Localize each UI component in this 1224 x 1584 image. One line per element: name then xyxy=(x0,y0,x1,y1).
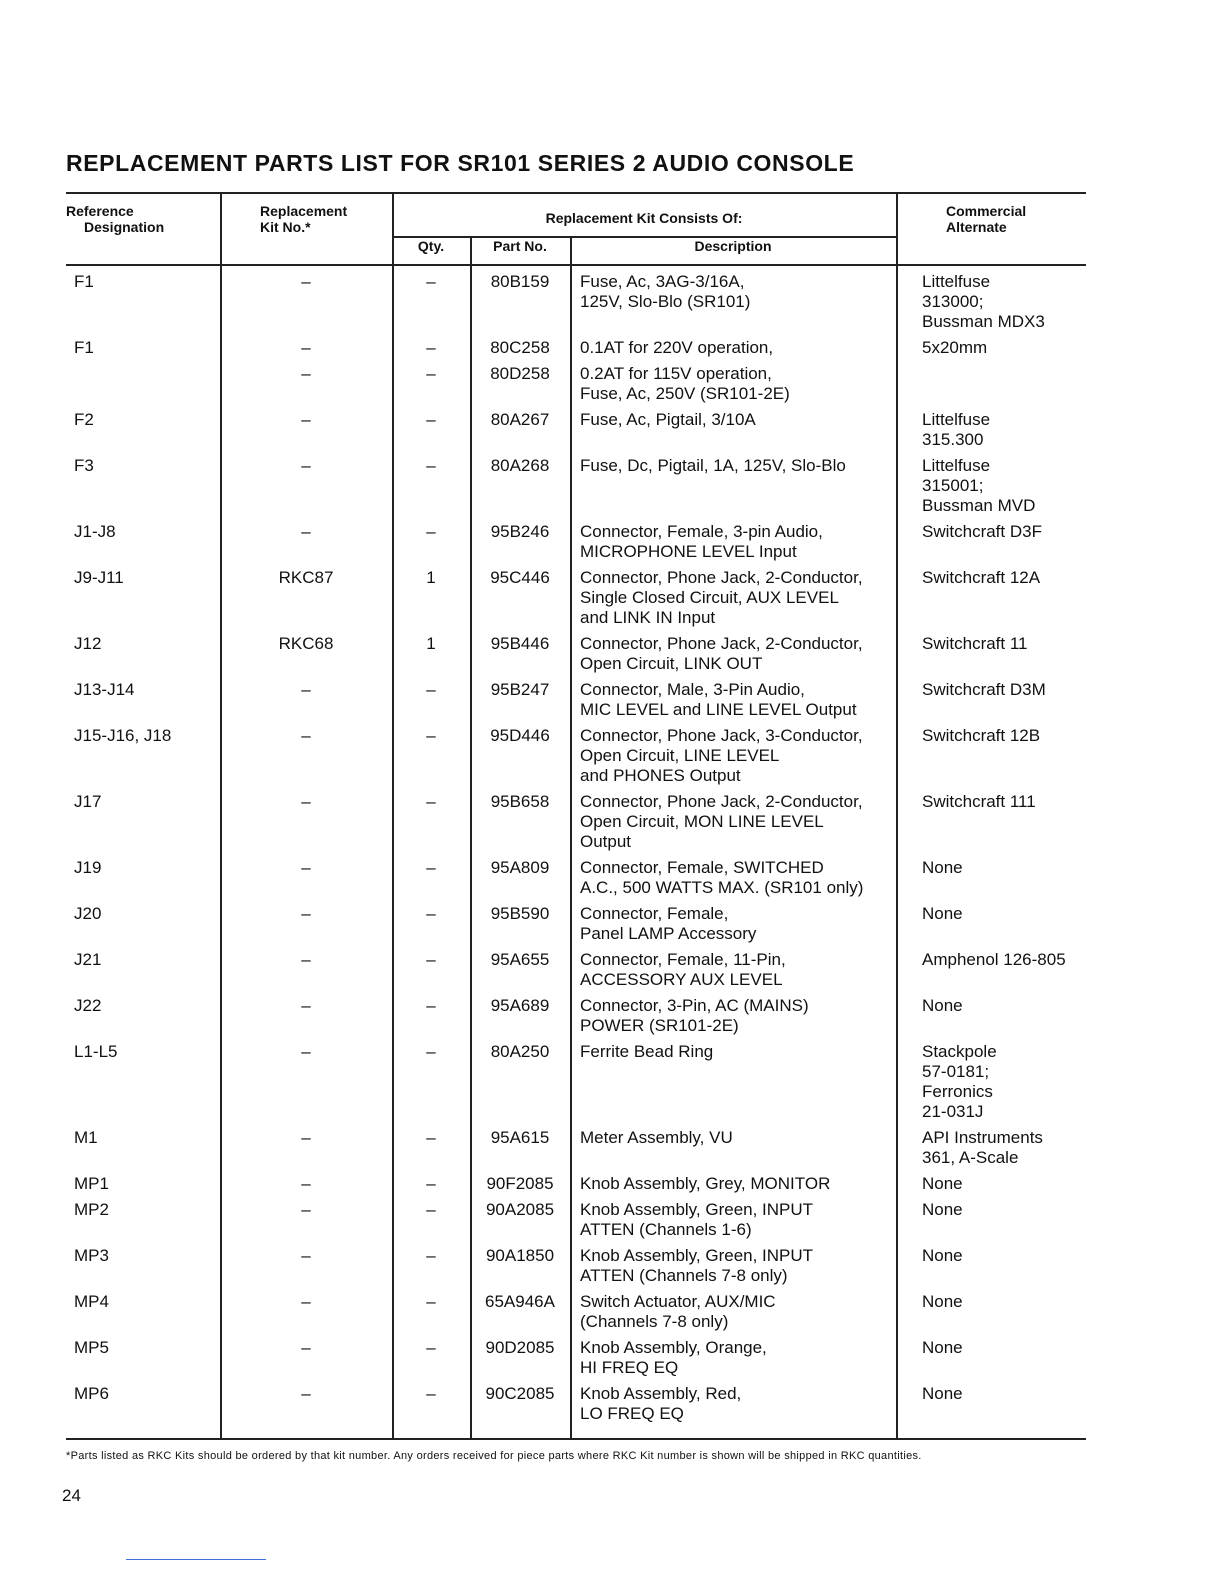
part-no-cell: 95B247 xyxy=(490,680,550,699)
alternate-cell: None xyxy=(922,1174,963,1193)
ref-cell: MP4 xyxy=(74,1292,109,1311)
header-commercial-alternate xyxy=(946,203,1026,235)
alternate-cell: Switchcraft 12B xyxy=(922,726,1041,745)
qty-cell: – xyxy=(426,680,436,699)
qty-cell: – xyxy=(426,1128,436,1147)
kit-cell: – xyxy=(301,950,311,969)
part-no-cell: 90A1850 xyxy=(485,1246,555,1265)
ref-cell: J20 xyxy=(74,904,102,923)
kit-cell: – xyxy=(301,1338,311,1357)
page-title: REPLACEMENT PARTS LIST FOR SR101 SERIES 2 AUDIO CONSOLE xyxy=(66,150,855,176)
table-bottom-rule xyxy=(66,1438,1086,1440)
ref-cell: M1 xyxy=(74,1128,98,1147)
header-description: Description xyxy=(694,238,772,254)
kit-cell: – xyxy=(301,1246,311,1265)
kit-cell: – xyxy=(301,1128,311,1147)
qty-cell: – xyxy=(426,1174,436,1193)
header-alt-line1: Commercial xyxy=(946,203,1027,219)
header-qty: Qty. xyxy=(417,238,445,254)
ref-cell: F1 xyxy=(74,272,94,291)
part-no-cell: 90F2085 xyxy=(486,1174,554,1193)
qty-cell: – xyxy=(426,1200,436,1219)
description-cell: Fuse, Ac, Pigtail, 3/10A xyxy=(580,410,756,429)
alternate-cell: Littelfuse 315.300 xyxy=(922,410,991,449)
description-cell: Connector, Phone Jack, 2-Conductor, Open Circuit, LINK OUT xyxy=(580,634,863,673)
header-kit-consists: Replacement Kit Consists Of: xyxy=(545,210,743,226)
kit-cell: – xyxy=(301,904,311,923)
header-reference-line1: Reference xyxy=(66,203,134,219)
qty-cell: – xyxy=(426,522,436,541)
alternate-cell: Littelfuse 315001; Bussman MVD xyxy=(922,456,1036,515)
part-no-cell: 90A2085 xyxy=(485,1200,555,1219)
ref-cell: MP5 xyxy=(74,1338,109,1357)
header-kit-line1: Replacement xyxy=(260,203,348,219)
description-cell: Knob Assembly, Grey, MONITOR xyxy=(580,1174,831,1193)
kit-cell: – xyxy=(301,1292,311,1311)
col-divider-desc xyxy=(570,236,572,1438)
header-kit-no xyxy=(260,203,347,235)
description-cell: Fuse, Dc, Pigtail, 1A, 125V, Slo-Blo xyxy=(580,456,846,475)
alternate-cell: Switchcraft 11 xyxy=(922,634,1028,653)
description-cell: 0.1AT for 220V operation, xyxy=(580,338,774,357)
alternate-cell: None xyxy=(922,1338,963,1357)
qty-cell: – xyxy=(426,726,436,745)
kit-cell: – xyxy=(301,858,311,877)
description-cell: Connector, 3-Pin, AC (MAINS) POWER (SR101-2E) xyxy=(580,996,809,1035)
part-no-cell: 95B590 xyxy=(490,904,550,923)
part-no-cell: 90D2085 xyxy=(485,1338,555,1357)
kit-cell: – xyxy=(301,680,311,699)
kit-cell: – xyxy=(301,1174,311,1193)
description-cell: Connector, Female, 11-Pin, ACCESSORY AUX LEVEL xyxy=(580,950,786,989)
header-reference xyxy=(66,203,164,235)
page-number: 24 xyxy=(62,1486,81,1505)
table-top-rule xyxy=(66,192,1086,194)
alternate-cell: Switchcraft 111 xyxy=(922,792,1036,811)
header-alt-line2: Alternate xyxy=(946,219,1007,235)
qty-cell: – xyxy=(426,858,436,877)
alternate-cell: API Instruments 361, A-Scale xyxy=(922,1128,1043,1167)
description-cell: Knob Assembly, Orange, HI FREQ EQ xyxy=(580,1338,767,1377)
alternate-cell: 5x20mm xyxy=(922,338,988,357)
alternate-cell: Switchcraft D3M xyxy=(922,680,1046,699)
alternate-cell: Amphenol 126-805 xyxy=(922,950,1066,969)
alternate-cell: Littelfuse 313000; Bussman MDX3 xyxy=(922,272,1045,331)
part-no-cell: 95B446 xyxy=(490,634,550,653)
parts-table xyxy=(66,192,1086,1440)
ref-cell: J19 xyxy=(74,858,102,877)
description-cell: Meter Assembly, VU xyxy=(580,1128,733,1147)
header-reference-line2: Designation xyxy=(84,219,165,235)
part-no-cell: 80A267 xyxy=(490,410,550,429)
ref-cell: MP3 xyxy=(74,1246,109,1265)
description-cell: Connector, Phone Jack, 2-Conductor, Open Circuit, MON LINE LEVEL Output xyxy=(580,792,863,851)
kit-cell: – xyxy=(301,338,311,357)
alternate-cell: None xyxy=(922,1200,963,1219)
kit-cell: RKC68 xyxy=(278,634,334,653)
qty-cell: – xyxy=(426,364,436,383)
kit-cell: RKC87 xyxy=(278,568,334,587)
ref-cell: J9-J11 xyxy=(74,568,124,587)
part-no-cell: 95A655 xyxy=(490,950,550,969)
decorative-rule xyxy=(126,1559,266,1560)
part-no-cell: 65A946A xyxy=(485,1292,555,1311)
ref-cell: L1-L5 xyxy=(74,1042,118,1061)
qty-cell: – xyxy=(426,1338,436,1357)
part-no-cell: 80D258 xyxy=(490,364,550,383)
alternate-cell: None xyxy=(922,1246,963,1265)
part-no-cell: 80C258 xyxy=(490,338,550,357)
ref-cell: J17 xyxy=(74,792,102,811)
ref-cell: J15-J16, J18 xyxy=(74,726,172,745)
ref-cell: MP6 xyxy=(74,1384,109,1403)
part-no-cell: 95A809 xyxy=(490,858,550,877)
header-bottom-rule xyxy=(66,264,1086,266)
part-no-cell: 95A615 xyxy=(490,1128,550,1147)
kit-cell: – xyxy=(301,522,311,541)
qty-cell: – xyxy=(426,1292,436,1311)
kit-cell: – xyxy=(301,1384,311,1403)
description-cell: Connector, Phone Jack, 3-Conductor, Open Circuit, LINE LEVEL and PHONES Output xyxy=(580,726,863,785)
alternate-cell: None xyxy=(922,1292,963,1311)
ref-cell: J21 xyxy=(74,950,102,969)
kit-cell: – xyxy=(301,726,311,745)
qty-cell: – xyxy=(426,904,436,923)
kit-cell: – xyxy=(301,410,311,429)
alternate-cell: None xyxy=(922,1384,963,1403)
qty-cell: – xyxy=(426,1246,436,1265)
alternate-cell: Switchcraft D3F xyxy=(922,522,1042,541)
part-no-cell: 95C446 xyxy=(490,568,550,587)
header-kit-line2: Kit No.* xyxy=(260,219,311,235)
qty-cell: – xyxy=(426,1384,436,1403)
description-cell: Connector, Female, SWITCHED A.C., 500 WATTS MAX. (SR101 only) xyxy=(580,858,864,897)
part-no-cell: 95B658 xyxy=(490,792,550,811)
description-cell: Connector, Male, 3-Pin Audio, MIC LEVEL and LINE LEVEL Output xyxy=(580,680,857,719)
kit-cell: – xyxy=(301,996,311,1015)
kit-cell: – xyxy=(301,272,311,291)
description-cell: 0.2AT for 115V operation, Fuse, Ac, 250V (SR101-2E) xyxy=(580,364,790,403)
description-cell: Knob Assembly, Red, LO FREQ EQ xyxy=(580,1384,742,1423)
description-cell: Connector, Phone Jack, 2-Conductor, Single Closed Circuit, AUX LEVEL and LINK IN Input xyxy=(580,568,863,627)
kit-cell: – xyxy=(301,792,311,811)
kit-cell: – xyxy=(301,1042,311,1061)
part-no-cell: 80A268 xyxy=(490,456,550,475)
description-cell: Knob Assembly, Green, INPUT ATTEN (Channels 1-6) xyxy=(580,1200,814,1239)
description-cell: Knob Assembly, Green, INPUT ATTEN (Channels 7-8 only) xyxy=(580,1246,814,1285)
kit-cell: – xyxy=(301,364,311,383)
kit-cell: – xyxy=(301,1200,311,1219)
qty-cell: 1 xyxy=(426,568,436,587)
ref-cell: F2 xyxy=(74,410,94,429)
description-cell: Fuse, Ac, 3AG-3/16A, 125V, Slo-Blo (SR101) xyxy=(580,272,751,311)
qty-cell: – xyxy=(426,272,436,291)
ref-cell: J1-J8 xyxy=(74,522,116,541)
qty-cell: – xyxy=(426,456,436,475)
part-no-cell: 95B246 xyxy=(490,522,550,541)
ref-cell: F3 xyxy=(74,456,94,475)
alternate-cell: Stackpole 57-0181; Ferronics 21-031J xyxy=(922,1042,997,1121)
ref-cell: J22 xyxy=(74,996,102,1015)
qty-cell: – xyxy=(426,950,436,969)
kit-cell: – xyxy=(301,456,311,475)
alternate-cell: None xyxy=(922,904,963,923)
description-cell: Ferrite Bead Ring xyxy=(580,1042,714,1061)
qty-cell: – xyxy=(426,1042,436,1061)
qty-cell: – xyxy=(426,338,436,357)
ref-cell: F1 xyxy=(74,338,94,357)
qty-cell: – xyxy=(426,996,436,1015)
qty-cell: – xyxy=(426,792,436,811)
ref-cell: MP1 xyxy=(74,1174,109,1193)
ref-cell: J12 xyxy=(74,634,102,653)
qty-cell: 1 xyxy=(426,634,436,653)
header-part-no: Part No. xyxy=(493,238,547,254)
part-no-cell: 80A250 xyxy=(490,1042,550,1061)
ref-cell: J13-J14 xyxy=(74,680,135,699)
alternate-cell: None xyxy=(922,858,963,877)
part-no-cell: 95D446 xyxy=(490,726,550,745)
description-cell: Connector, Female, Panel LAMP Accessory xyxy=(580,904,757,943)
alternate-cell: Switchcraft 12A xyxy=(922,568,1041,587)
qty-cell: – xyxy=(426,410,436,429)
description-cell: Switch Actuator, AUX/MIC (Channels 7-8 only) xyxy=(580,1292,776,1331)
part-no-cell: 90C2085 xyxy=(485,1384,555,1403)
ref-cell: MP2 xyxy=(74,1200,109,1219)
alternate-cell: None xyxy=(922,996,963,1015)
part-no-cell: 95A689 xyxy=(490,996,550,1015)
part-no-cell: 80B159 xyxy=(490,272,550,291)
description-cell: Connector, Female, 3-pin Audio, MICROPHONE LEVEL Input xyxy=(580,522,823,561)
footnote: *Parts listed as RKC Kits should be ordered by that kit number. Any orders received for piece parts where RKC Kit number is shown will be shipped in RKC quantities. xyxy=(66,1450,922,1462)
